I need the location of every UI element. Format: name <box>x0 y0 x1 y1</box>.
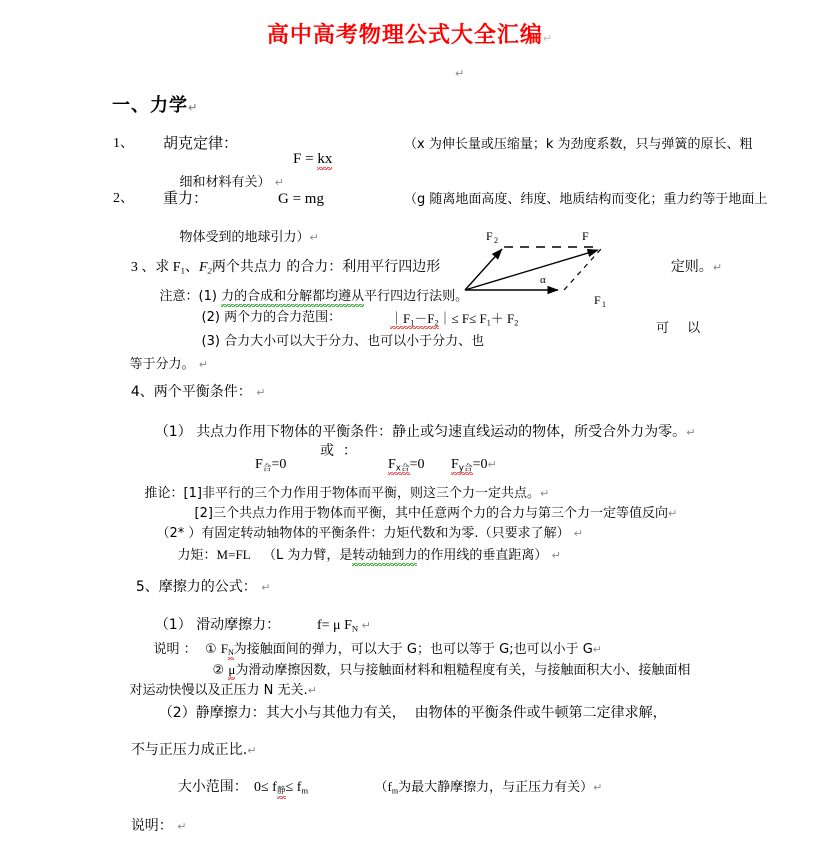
pilcrow-mark: ↵ <box>307 684 317 697</box>
item5-sliding-formula-subscript: N <box>351 623 359 634</box>
page-title-text: 高中高考物理公式大全汇编 <box>266 23 543 48</box>
item2-formula: G = mg <box>278 191 324 207</box>
item4-formula3-eq: =0 <box>472 457 488 472</box>
explanation-2-number: ② <box>212 663 225 678</box>
note-label-text: 注意： <box>159 289 199 304</box>
item5-static-line <box>141 692 667 734</box>
pilcrow-mark: ↵ <box>686 426 696 439</box>
explanation-2-mu: μ <box>228 662 235 680</box>
range-formula-a: 0≤ f <box>254 780 277 795</box>
pilcrow-mark: ↵ <box>592 643 602 656</box>
item3-right-label: 定则。 <box>670 259 713 275</box>
vector-resultant <box>465 250 598 290</box>
note1-text-b: 平行四边行法则。 <box>364 289 469 304</box>
pilcrow-mark: ↵ <box>261 581 271 594</box>
corollary-2-text: [2]三个共点力作用于物体而平衡，其中任意两个力的合力与第三个力一定等值反向 <box>194 506 668 521</box>
item2-note: （g 随离地面高度、纬度、地质结构而变化；重力约等于地面上 <box>404 192 768 207</box>
explanation-1-number: ① <box>204 642 217 657</box>
item5-sliding-term: 滑动摩擦力： <box>196 617 281 633</box>
pilcrow-mark: ↵ <box>256 386 266 399</box>
pilcrow-mark: ↵ <box>177 820 187 833</box>
item3-f2-subscript: 2 <box>207 265 212 276</box>
note2-sub-1: 1 <box>410 318 415 328</box>
figure-label-alpha: α <box>540 274 546 286</box>
force-parallelogram-diagram <box>440 228 640 308</box>
item1-term: 胡克定律： <box>163 134 239 152</box>
note2-formula-c: ｜≤ F≤ F <box>438 311 487 326</box>
range-note-b: 为最大静摩擦力，与正压力有关） <box>398 780 594 795</box>
item5-static-number: （2） <box>158 705 196 721</box>
range-note-a: （f <box>374 779 392 794</box>
note3-line <box>185 322 484 361</box>
item5-heading <box>118 566 270 608</box>
torque-note-b: 转动轴到力 <box>352 548 417 566</box>
pilcrow-mark: ↵ <box>487 458 497 471</box>
range-note-subscript: m <box>391 786 399 796</box>
item3-f2: F <box>198 260 208 275</box>
item1-note-cont-text: 细和材料有关） <box>179 175 271 190</box>
item4-formula3-wrap <box>451 457 473 475</box>
pilcrow-mark: ↵ <box>309 231 319 244</box>
pilcrow-mark: ↵ <box>455 67 465 80</box>
torque-label: 力矩： <box>177 548 217 563</box>
range-formula-subscript-static: 静 <box>277 786 286 799</box>
item5-heading-text: 5、摩擦力的公式： <box>135 579 257 595</box>
item2-term: 重力： <box>163 189 209 207</box>
figure-label-f2: F <box>486 229 493 243</box>
note3-right-text: 可 以 <box>656 321 708 336</box>
note1-number: (1) <box>198 289 217 304</box>
item1-formula-lhs: F = <box>293 151 318 167</box>
item3-tail: 两个共点力 的合力：利用平行四边形 <box>211 259 441 275</box>
item4-heading <box>113 371 265 413</box>
section-heading <box>112 91 198 117</box>
note3-number: (3) <box>201 334 220 349</box>
item2-note-cont-text: 物体受到的地球引力） <box>179 230 310 245</box>
item5-sliding-number: （1） <box>154 617 192 633</box>
figure-label-f1: F <box>594 293 601 307</box>
item4-formula2-wrap <box>388 457 410 475</box>
bottom-note <box>113 805 186 847</box>
explanation-1-fn: F <box>220 641 228 656</box>
pilcrow-mark: ↵ <box>274 176 284 189</box>
item5-static-continuation-text: 不与正压力成正比. <box>130 742 248 758</box>
figure-label-f2-subscript: 2 <box>494 236 498 245</box>
item4-formula3-subscript: y合 <box>458 463 473 474</box>
note3-text: 合力大小可以大于分力、也可以小于分力、也 <box>224 334 485 349</box>
note2-number: (2) <box>201 310 220 325</box>
explanation-2-continuation-text: 对运动快慢以及正压力 N 无关. <box>129 683 308 698</box>
range-line <box>160 766 248 808</box>
note2-sub-4: 2 <box>514 318 519 328</box>
item4-condition1-text: 共点力作用下物体的平衡条件：静止或匀速直线运动的物体，所受合外力为零。 <box>196 424 687 440</box>
item3-separator: 、 <box>184 259 199 275</box>
pilcrow-mark: ↵ <box>593 781 603 794</box>
item4-condition2-text: （2* ）有固定转动轴物体的平衡条件：力矩代数和为零.（只要求了解） <box>156 526 570 541</box>
pilcrow-mark: ↵ <box>542 32 554 45</box>
item4-formula2-subscript: x合 <box>395 463 410 474</box>
pilcrow-mark: ↵ <box>573 527 583 540</box>
item3-f1-subscript: 1 <box>180 265 185 276</box>
item4-formula-or: 或 ： <box>320 443 357 459</box>
item4-formula1-f: F <box>255 457 263 472</box>
bottom-note-text: 说明： <box>130 818 173 834</box>
pilcrow-mark: ↵ <box>539 487 550 500</box>
torque-formula: M=FL <box>216 547 251 562</box>
torque-note-a: （L 为力臂，是 <box>263 548 353 563</box>
item4-formula3-f: F <box>451 457 459 472</box>
explanation-label: 说明 ： <box>153 642 197 657</box>
note2-formula-a: ｜F <box>390 311 411 326</box>
item4-formula2-f: F <box>388 457 396 472</box>
item1-formula-rhs: kx <box>317 151 332 170</box>
item4-formula1-subscript: 合 <box>262 463 272 474</box>
corollary-1-text: [1]非平行的三个力作用于物体而平衡，则这三个力一定共点。 <box>183 486 540 501</box>
note2-sub-3: 1 <box>486 318 491 328</box>
item5-static-continuation <box>113 729 256 771</box>
pilcrow-mark: ↵ <box>361 619 371 632</box>
torque-note-c: 的作用线的垂直距离） <box>417 548 548 563</box>
item5-static-term: 静摩擦力： <box>195 705 266 721</box>
item5-static-text: 其大小与其他力有关， 由物体的平衡条件或牛顿第二定律求解， <box>265 705 667 721</box>
note2-formula-b: －F <box>414 311 435 326</box>
pilcrow-mark: ↵ <box>667 507 678 520</box>
note3-continuation-text: 等于分力。 <box>129 357 195 372</box>
pilcrow-mark: ↵ <box>551 549 561 562</box>
list-item-number: 1、 <box>113 136 134 151</box>
pilcrow-mark: ↵ <box>188 101 199 114</box>
note2-text: 两个力的合力范围： <box>224 310 342 325</box>
range-note <box>358 767 602 808</box>
note2-sub-2: 2 <box>434 318 439 328</box>
note2-formula-d: ＋ F <box>490 311 515 326</box>
item3-lead: 3 、求 F <box>130 260 181 275</box>
item4-formula1-eq: =0 <box>271 457 287 472</box>
range-label: 大小范围： <box>177 779 248 795</box>
pilcrow-mark: ↵ <box>198 358 208 371</box>
item1-note: （x 为伸长量或压缩量；k 为劲度系数，只与弹簧的原长、粗 <box>404 137 753 152</box>
figure-label-f1-subscript: 1 <box>602 300 606 308</box>
page-title <box>0 18 820 49</box>
range-formula <box>240 767 308 810</box>
item4-formula2-eq: =0 <box>409 457 425 472</box>
item1-formula <box>278 137 332 182</box>
figure-label-f: F <box>582 229 589 243</box>
item3-right-text <box>653 246 722 288</box>
explanation-2-text: 为滑动摩擦因数，只与接触面材料和粗糙程度有关，与接触面积大小、接触面相 <box>235 663 691 678</box>
force-parallelogram-svg <box>440 228 640 308</box>
item5-sliding-formula-text: f= μ F <box>317 618 352 633</box>
item4-heading-text: 4、两个平衡条件： <box>130 384 252 400</box>
note1-text-a: 力的合成和分解都均遵从 <box>221 289 364 307</box>
list-item-number: 2、 <box>113 191 134 206</box>
explanation-1-fn-subscript: N <box>228 648 234 660</box>
explanation-1-text: 为接触面间的弹力，可以大于 G；也可以等于 G;也可以小于 G <box>233 642 593 657</box>
pilcrow-mark: ↵ <box>247 744 257 757</box>
item4-condition1-number: （1） <box>154 424 192 440</box>
range-formula-subscript-max: m <box>301 785 309 796</box>
section-heading-text: 一、力学 <box>112 95 188 116</box>
range-formula-b: ≤ f <box>285 780 302 795</box>
pilcrow-mark: ↵ <box>712 261 723 274</box>
corollary-label: 推论： <box>144 486 184 501</box>
